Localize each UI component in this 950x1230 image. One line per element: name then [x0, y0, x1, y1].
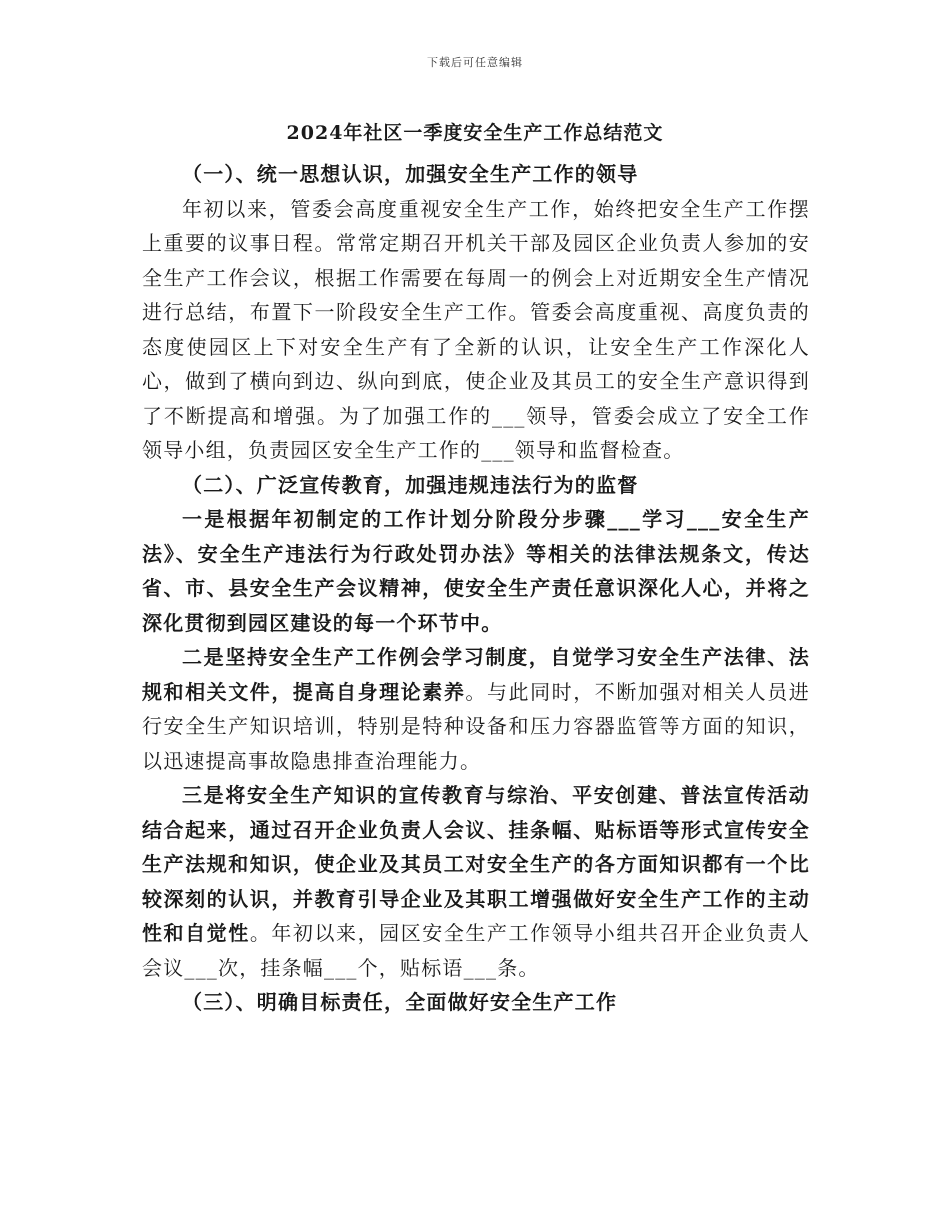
section-heading-3: （三）、明确目标责任，全面做好安全生产工作 [182, 990, 618, 1014]
paragraph-2: 一是根据年初制定的工作计划分阶段分步骤___学习___安全生产法》、安全生产违法行为行政处罚办法》等相关的法律法规条文，传达省、市、县安全生产会议精神，使安全生产责任意识深化人心，并将之深化贯彻到园区建设的每一个环节中。 [142, 507, 810, 635]
paragraph-3 [142, 640, 810, 778]
document-body [142, 157, 810, 1020]
section-heading-1: （一）、统一思想认识，加强安全生产工作的领导 [182, 162, 639, 186]
document-title: 2024年社区一季度安全生产工作总结范文 [286, 122, 664, 144]
section-heading-2: （二）、广泛宣传教育，加强违规违法行为的监督 [182, 472, 639, 497]
paragraph-3-rest: 。与此同时，不断加强对相关人员进行安全生产知识培训，特别是特种设备和压力容器监管等方面的知识，以迅速提高事故隐患排查治理能力。 [142, 679, 811, 773]
paragraph-4 [142, 778, 810, 985]
paragraph-4-bold: 三是将安全生产知识的宣传教育与综治、平安创建、普法宣传活动结合起来，通过召开企业负责人会议、挂条幅、贴标语等形式宣传安全生产法规和知识，使企业及其员工对安全生产的各方面知识都有一个比较深刻的认识，并教育引导企业及其职工增强做好安全生产工作的主动性和自觉性 [142, 783, 810, 945]
header-note: 下载后可任意编辑 [427, 56, 523, 69]
paragraph-3-bold: 二是坚持安全生产工作例会学习制度，自觉学习安全生产法律、法规和相关文件，提高自身理论素养 [142, 645, 810, 704]
paragraph-1: 年初以来，管委会高度重视安全生产工作，始终把安全生产工作摆上重要的议事日程。常常定期召开机关干部及园区企业负责人参加的安全生产工作会议，根据工作需要在每周一的例会上对近期安全生产情况进行总结，布置下一阶段安全生产工作。管委会高度重视、高度负责的态度使园区上下对安全生产有了全新的认识，让安全生产工作深化人心，做到了横向到边、纵向到底，使企业及其员工的安全生产意识得到了不断提高和增强。为了加强工作的___领导，管委会成立了安全工作领导小组，负责园区安全生产工作的___领导和监督检查。 [142, 196, 810, 462]
paragraph-4-rest: 。年初以来，园区安全生产工作领导小组共召开企业负责人会议___次，挂条幅___个，贴标语___条。 [142, 921, 811, 980]
